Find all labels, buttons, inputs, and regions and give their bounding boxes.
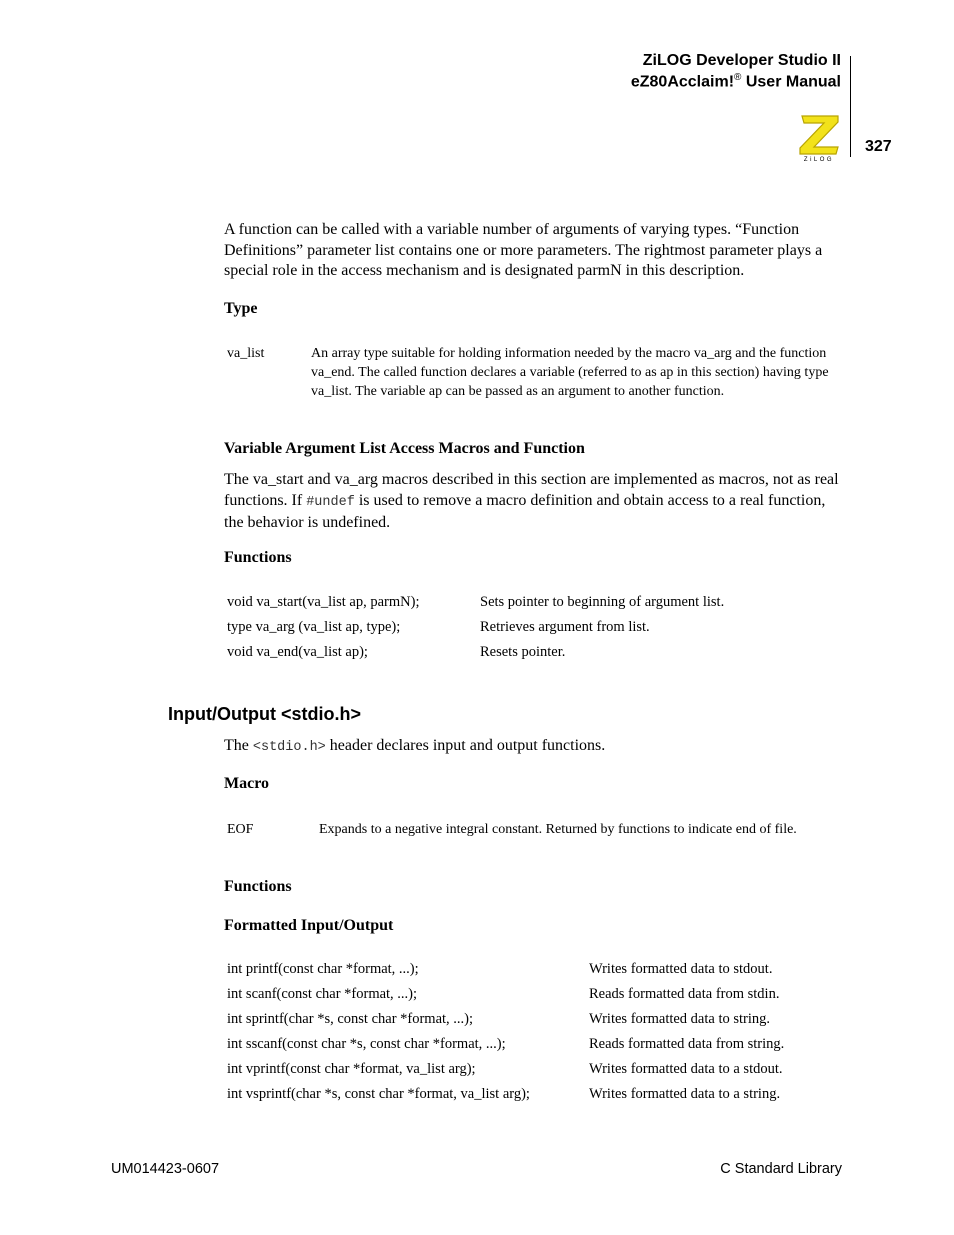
varargs-paragraph: [224, 470, 844, 534]
stdio-text-before: The: [224, 737, 253, 754]
footer-doc-id: UM014423-0607: [111, 1161, 220, 1177]
varargs-text-after: is used to remove a macro definition and obtain access to a real function, the behavior is undefined.: [224, 491, 826, 531]
formatted-io-function-description: Writes formatted data to a string.: [589, 1086, 781, 1102]
macro-term: EOF: [227, 822, 254, 837]
varargs-function-signature: type va_arg (va_list ap, type);: [227, 619, 401, 635]
zilog-logo-z-mark: [800, 116, 838, 154]
footer-section: C Standard Library: [720, 1161, 842, 1177]
manual-type: User Manual: [741, 73, 841, 91]
formatted-io-function-description: Writes formatted data to stdout.: [589, 961, 773, 977]
formatted-io-function-description: Reads formatted data from stdin.: [589, 986, 780, 1002]
type-description: An array type suitable for holding information needed by the macro va_arg and the function va_end. The called function declares a variable (referred to as ap in this section) having type va_list. The variable ap can be passed as an argument to another function.: [311, 346, 829, 399]
undef-code: #undef: [306, 494, 355, 510]
formatted-io-function-signature: int printf(const char *format, ...);: [227, 961, 419, 977]
formatted-io-function-signature: int scanf(const char *format, ...);: [227, 986, 418, 1002]
header-rule: [850, 56, 851, 157]
page-number: 327: [865, 138, 892, 155]
stdio-code: <stdio.h>: [252, 740, 326, 755]
varargs-function-signature: void va_end(va_list ap);: [227, 644, 368, 660]
intro-paragraph: A function can be called with a variable number of arguments of varying types. “Function Definitions” parameter list contains one or more parameters. The rightmost parameter plays a special role in the access mechanism and is designated parmN in this description.: [224, 221, 823, 279]
formatted-io-function-description: Writes formatted data to a stdout.: [589, 1061, 783, 1077]
formatted-io-function-signature: int vprintf(const char *format, va_list arg);: [227, 1061, 476, 1077]
stdio-section-title: Input/Output <stdio.h>: [168, 704, 361, 724]
formatted-io-function-signature: int vsprintf(char *s, const char *format, va_list arg);: [227, 1086, 530, 1102]
varargs-function-signature: void va_start(va_list ap, parmN);: [227, 594, 420, 610]
formatted-io-function-description: Reads formatted data from string.: [589, 1036, 785, 1052]
varargs-function-description: Retrieves argument from list.: [480, 619, 650, 635]
zilog-logo: [796, 112, 842, 162]
registered-mark: ®: [734, 72, 742, 83]
varargs-text-before: The va_start and va_arg macros described in this section are implemented as macros, not as real functions. If: [224, 471, 839, 509]
stdio-intro: [224, 736, 844, 759]
formatted-io-heading: Formatted Input/Output: [224, 917, 394, 934]
macro-description: Expands to a negative integral constant. Returned by functions to indicate end of file.: [319, 822, 797, 837]
varargs-heading: Variable Argument List Access Macros and Function: [224, 440, 585, 457]
type-term: va_list: [227, 346, 265, 361]
manual-subtitle: [631, 72, 841, 91]
type-heading: Type: [224, 300, 258, 317]
macro-heading: Macro: [224, 775, 270, 792]
stdio-text-after: header declares input and output functions.: [325, 737, 606, 754]
formatted-io-function-signature: int sprintf(char *s, const char *format, ...);: [227, 1011, 474, 1027]
formatted-io-function-description: Writes formatted data to string.: [589, 1011, 771, 1027]
stdio-functions-heading: Functions: [224, 878, 292, 895]
varargs-function-description: Sets pointer to beginning of argument list.: [480, 594, 725, 610]
manual-title: ZiLOG Developer Studio II: [642, 52, 841, 69]
formatted-io-function-signature: int sscanf(const char *s, const char *format, ...);: [227, 1036, 506, 1052]
functions-heading: Functions: [224, 549, 292, 566]
zilog-logo-wordmark: ZiLOG: [803, 157, 835, 162]
product-name: eZ80Acclaim!: [630, 73, 735, 91]
varargs-function-description: Resets pointer.: [480, 644, 566, 660]
